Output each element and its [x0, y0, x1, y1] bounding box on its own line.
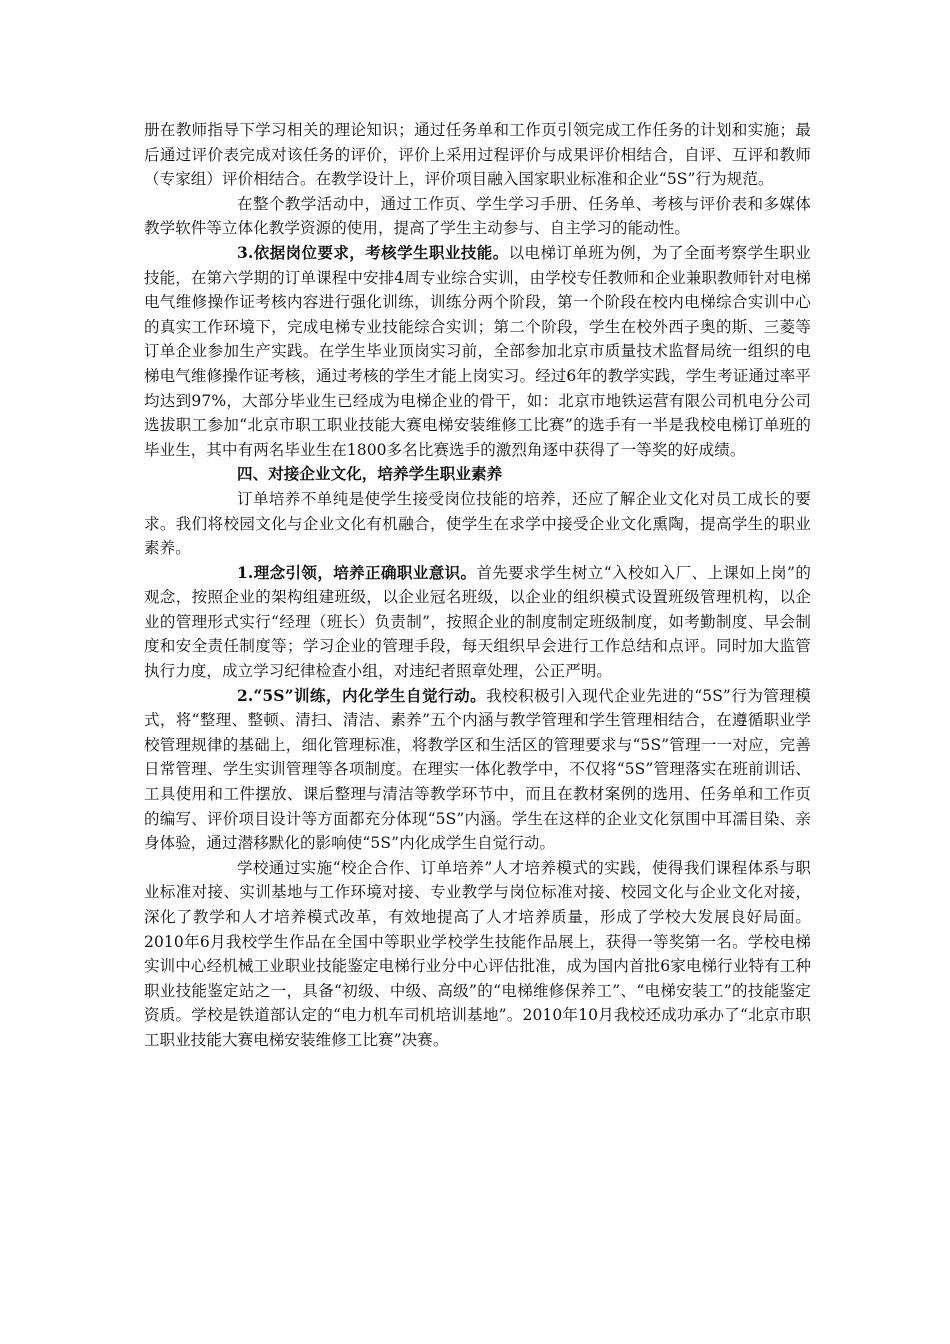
section-heading-enterprise-culture: 四、对接企业文化，培养学生职业素养: [237, 464, 503, 484]
paragraph-5s-training-body: 我校积极引入现代企业先进的“5S”行为管理模式，将“整理、整顿、清扫、清洁、素养”五个内涵与教学管理和学生管理相结合，在遵循职业学校管理规律的基础上，细化管理标准，将教学区和生活区的管理要求与“5S”管理一一对应，完善日常管理、学生实训管理等各项制度。在理实一体化教学中，不仅将“5S”管理落实在班前训话、工具使用和工件摆放、课后整理与清洁等教学环节中，而且在教材案例的选用、任务单和工作页的编写、评价项目设计等方面都充分体现“5S”内涵。学生在这样的企业文化氛围中耳濡目染、亲身体验，通过潜移默化的影响使“5S”内化成学生自觉行动。: [144, 686, 811, 853]
paragraph-concept-guidance: [144, 561, 811, 684]
paragraph-continuation: 册在教师指导下学习相关的理论知识；通过任务单和工作页引领完成工作任务的计划和实施；最后通过评价表完成对该任务的评价，评价上采用过程评价与成果评价相结合，自评、互评和教师（专家组）评价相结合。在教学设计上，评价项目融入国家职业标准和企业“5S”行为规范。: [144, 121, 811, 189]
subheading-skill-assessment: 3.依据岗位要求，考核学生职业技能。: [237, 242, 509, 262]
paragraph-conclusion: 学校通过实施“校企合作、订单培养”人才培养模式的实践，使得我们课程体系与职业标准对接、实训基地与工作环境对接、专业教学与岗位标准对接、校园文化与企业文化对接，深化了教学和人才培养模式改革，有效地提高了人才培养质量，形成了学校大发展良好局面。2010年6月我校学生作品在全国中等职业学校学生技能作品展上，获得一等奖第一名。学校电梯实训中心经机械工业职业技能鉴定电梯行业分中心评估批准，成为国内首批6家电梯行业特有工种职业技能鉴定站之一，具备“初级、中级、高级”的“电梯维修保养工”、“电梯安装工”的技能鉴定资质。学校是铁道部认定的“电力机车司机培训基地”。2010年10月我校还成功承办了“北京市职工职业技能大赛电梯安装维修工比赛”决赛。: [144, 858, 811, 1049]
paragraph-skill-assessment-body: 以电梯订单班为例，为了全面考察学生职业技能，在第六学期的订单课程中安排4周专业综合实训，由学校专任教师和企业兼职教师针对电梯电气维修操作证考核内容进行强化训练，训练分两个阶段，第一个阶段在校内电梯综合实训中心的真实工作环境下，完成电梯专业技能综合实训；第二个阶段，学生在校外西子奥的斯、三菱等订单企业参加生产实践。在学生毕业顶岗实习前，全部参加北京市质量技术监督局统一组织的电梯电气维修操作证考核，通过考核的学生才能上岗实习。经过6年的教学实践，学生考证通过率平均达到97%，大部分毕业生已经成为电梯企业的骨干，如：北京市地铁运营有限公司机电分公司选拔职工参加“北京市职工职业技能大赛电梯安装维修工比赛”的选手有一半是我校电梯订单班的毕业生，其中有两名毕业生在1800多名比赛选手的激烈角逐中获得了一等奖的好成绩。: [144, 243, 811, 459]
paragraph-teaching-resources: 在整个教学活动中，通过工作页、学生学习手册、任务单、考核与评价表和多媒体教学软件等立体化教学资源的使用，提高了学生主动参与、自主学习的能动性。: [144, 194, 811, 238]
subheading-5s-training: 2.“5S”训练，内化学生自觉行动。: [237, 685, 487, 705]
subheading-concept-guidance: 1.理念引领，培养正确职业意识。: [237, 562, 477, 582]
paragraph-skill-assessment: [144, 241, 811, 462]
paragraph-5s-training: [144, 684, 811, 856]
paragraph-enterprise-culture-intro: 订单培养不单纯是使学生接受岗位技能的培养，还应了解企业文化对员工成长的要求。我们将校园文化与企业文化有机融合，使学生在求学中接受企业文化熏陶，提高学生的职业素养。: [144, 489, 811, 558]
paragraph-concept-guidance-body: 首先要求学生树立“入校如入厂、上课如上岗”的观念，按照企业的架构组建班级，以企业冠名班级，以企业的组织模式设置班级管理机构，以企业的管理形式实行“经理（班长）负责制”，按照企业的制度制定班级制度，如考勤制度、早会制度和安全责任制度等；学习企业的管理手段，每天组织早会进行工作总结和点评。同时加大监管执行力度，成立学习纪律检查小组，对违纪者照章处理，公正严明。: [144, 563, 811, 681]
document-body: [144, 118, 811, 1053]
